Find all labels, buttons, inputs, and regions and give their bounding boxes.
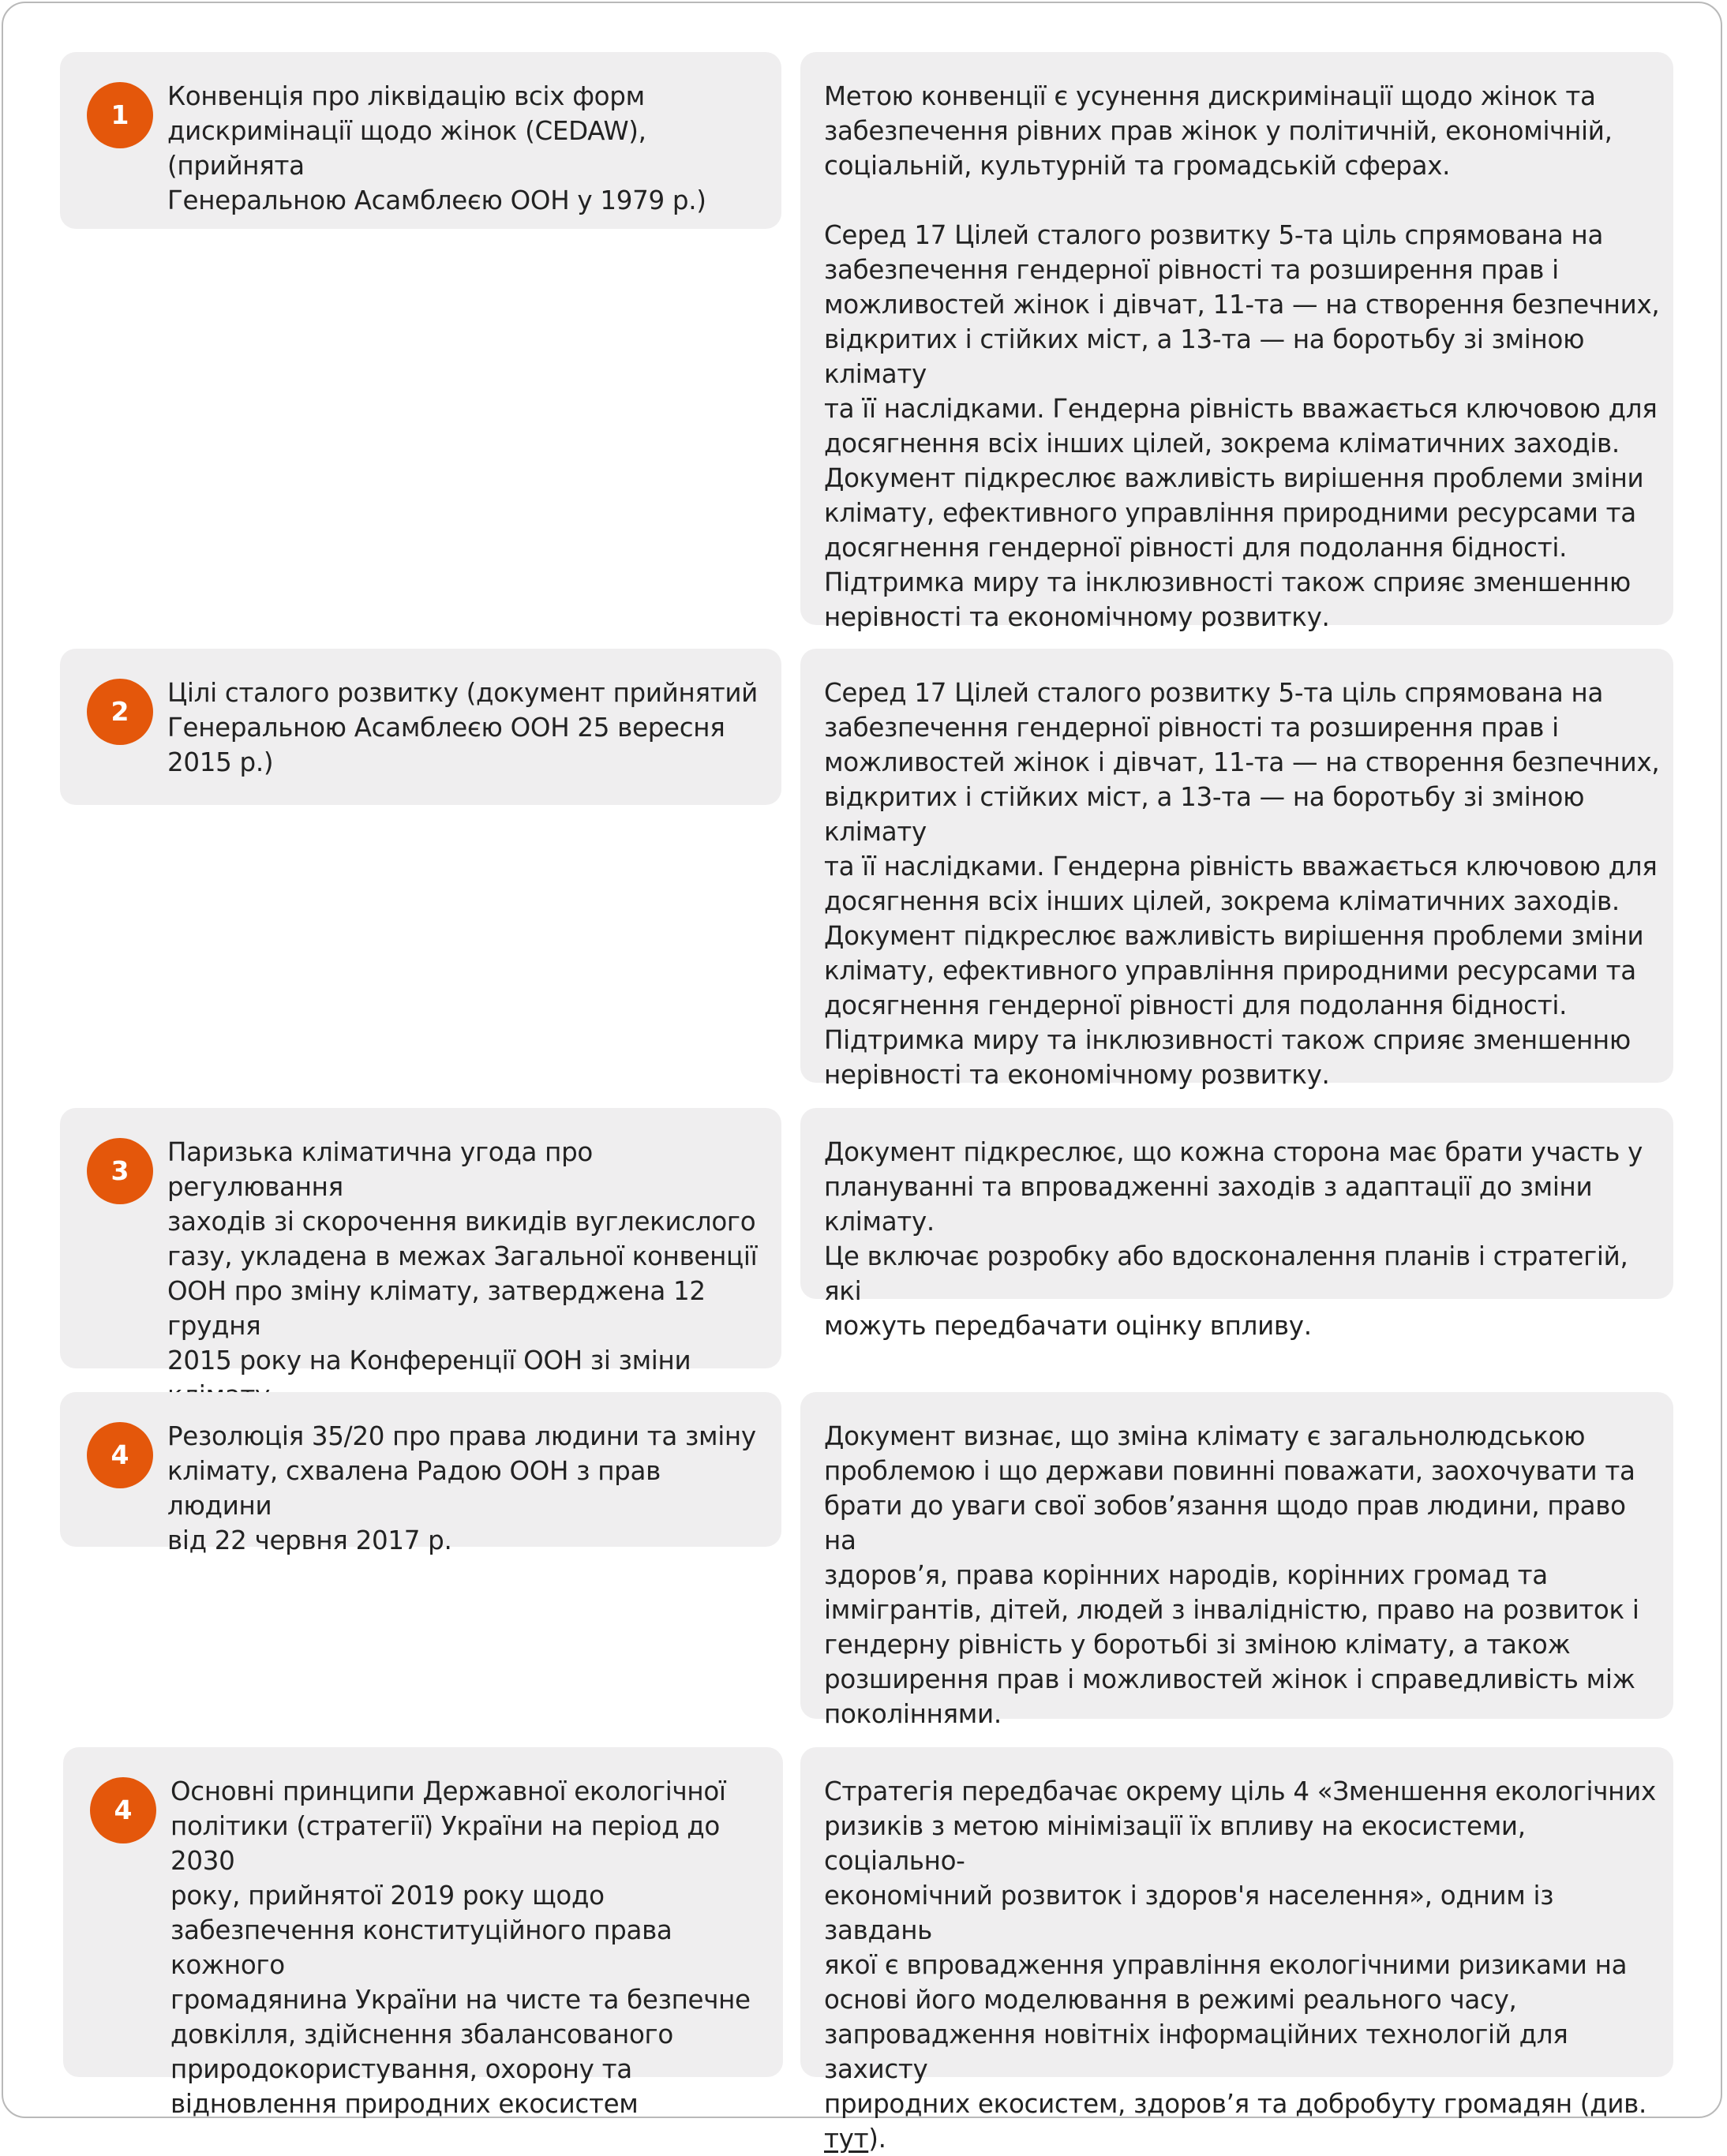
description-text [824, 676, 1662, 1092]
description-card-3 [800, 1108, 1673, 1341]
description-card-4 [800, 1392, 1673, 1729]
description-card-5 [800, 1747, 1673, 2154]
description-text [824, 1774, 1662, 2156]
row-number-badge: 2 [87, 679, 153, 745]
description-paragraph: Серед 17 Цілей сталого розвитку 5-та ціль спрямована на забезпечення гендерної рівності та розширення прав і можливостей жінок і дівчат, 11-та — на створення безпечних, відкритих і стійких міст, а 13-та — на боротьбу зі зміною клімату та її наслідками. Гендерна рівність вважається ключовою для досягнення всіх інших цілей, зокрема кліматичних заходів. Документ підкреслює важливість вирішення проблеми зміни клімату, ефективного управління природними ресурсами та досягнення гендерної рівності для подолання бідності. Підтримка миру та інклюзивності також сприяє зменшенню нерівності та економічному розвитку. [824, 678, 1660, 1090]
description-paragraph: Серед 17 Цілей сталого розвитку 5-та ціль спрямована на забезпечення гендерної рівності та розширення прав і можливостей жінок і дівчат, 11-та — на створення безпечних, відкритих і стійких міст, а 13-та — на боротьбу зі зміною клімату та її наслідками. Гендерна рівність вважається ключовою для досягнення всіх інших цілей, зокрема кліматичних заходів. Документ підкреслює важливість вирішення проблеми зміни клімату, ефективного управління природними ресурсами та досягнення гендерної рівності для подолання бідності. Підтримка миру та інклюзивності також сприяє зменшенню нерівності та економічному розвитку. [824, 220, 1660, 632]
document-title: Основні принципи Державної екологічної політики (стратегії) України на період до 2030 року, прийнятої 2019 року щодо забезпечення конституційного права кожного громадянина України на чисте та безпечне довкілля, здійснення збалансованого природокористування, охорону та відновлення природних екосистем [170, 1776, 751, 2119]
document-title: Цілі сталого розвитку (документ прийнятий Генеральною Асамблеєю ООН 25 вересня 2015 р.) [167, 678, 758, 777]
description-paragraph [824, 1774, 1662, 2156]
row-number-badge: 3 [87, 1138, 153, 1204]
document-title: Паризька кліматична угода про регулювання заходів зі скорочення викидів вуглекислого газу, укладена в межах Загальної конвенції ООН про зміну клімату, затверджена 12 грудня 2015 року на Конференції ООН зі зміни [167, 1137, 758, 1376]
description-end: ). [868, 2124, 886, 2154]
description-body: Стратегія передбачає окрему ціль 4 «Зменшення екологічних ризиків з метою мінімізації їх впливу на екосистеми, соціально- економічний розвиток і здоров'я населення», одним із завдань якої є впровадження управління екологічними ризиками на основі його моделювання в режимі реального часу, запровадження новітніх інформаційних технологій для захисту природних екосистем, здоров’я та добробуту громадян (див. [824, 1776, 1656, 2119]
description-paragraph: Документ визнає, що зміна клімату є загальнолюдською проблемою і що держави повинні поважати, заохочувати та брати до уваги свої зобов’язання щодо прав людини, право на здоров’я, права корінних народів, корінних громад та іммігрантів, дітей, людей з інвалідністю, право на розвиток і гендерну рівність у боротьбі зі зміною клімату, а також розширення прав і можливостей жінок і справедливість між поколіннями. [824, 1421, 1639, 1729]
document-title: Конвенція про ліквідацію всіх форм дискримінації щодо жінок (CEDAW), (прийнята Генеральною Асамблеєю ООН у 1979 р.) [167, 81, 706, 215]
description-text [824, 1135, 1662, 1343]
description-paragraph: Метою конвенції є усунення дискримінації щодо жінок та забезпечення рівних прав жінок у політичній, економічній, соціальній, культурній та громадській сферах. [824, 81, 1613, 181]
description-paragraph: Документ підкреслює, що кожна сторона має брати участь у плануванні та впровадженні заходів з адаптації до зміни клімату. Це включає розробку або вдосконалення планів і стратегій, які можуть передбачати оцінку впливу. [824, 1137, 1643, 1341]
table-frame [2, 2, 1722, 2154]
document-card-3 [60, 1108, 781, 1376]
description-card-1 [800, 52, 1673, 632]
description-text [824, 79, 1662, 634]
row-number-badge: 4 [87, 1422, 153, 1488]
description-card-2 [800, 649, 1673, 1090]
document-card-1 [60, 52, 781, 229]
document-card-2 [60, 649, 781, 805]
document-card-4 [60, 1392, 781, 1555]
row-number-badge: 1 [87, 82, 153, 148]
description-text [824, 1419, 1662, 1731]
source-link[interactable]: тут [824, 2124, 869, 2154]
document-card-5 [63, 1747, 783, 2119]
document-title: Резолюція 35/20 про права людини та зміну клімату, схвалена Радою ООН з прав людини від 22 червня 2017 р. [167, 1421, 756, 1555]
row-number-badge: 4 [90, 1777, 156, 1843]
